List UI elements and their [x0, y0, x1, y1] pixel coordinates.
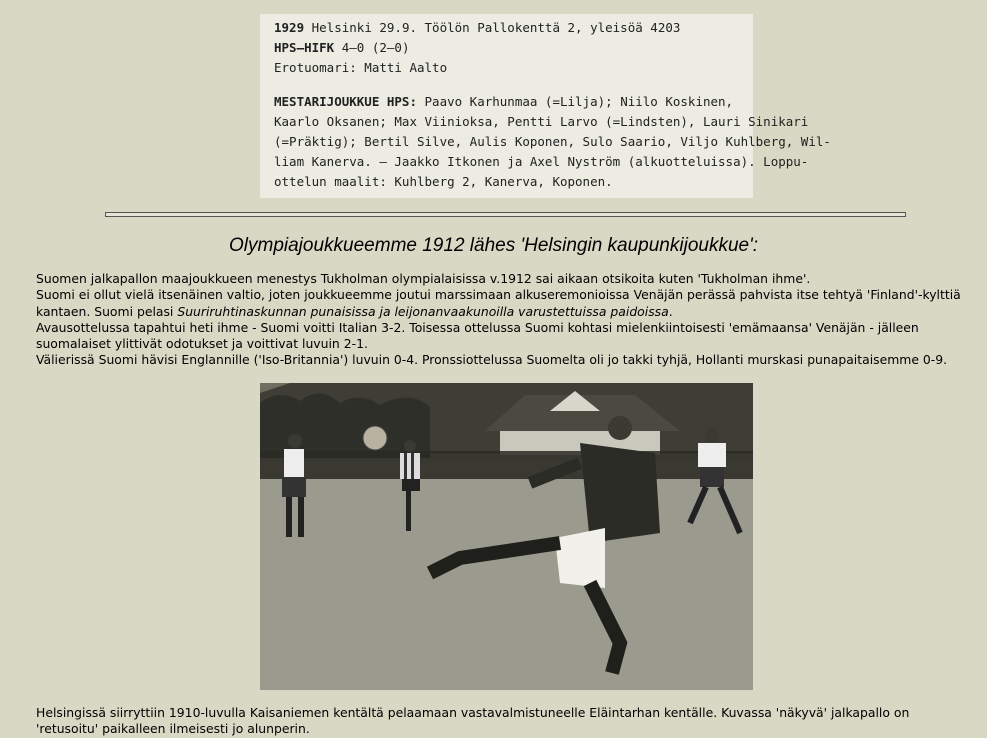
clipping-line-5: Kaarlo Oksanen; Max Viinioksa, Pentti Larvo (=Lindsten), Lauri Sinikari	[274, 114, 809, 129]
paragraph-sentence-4: Välierissä Suomi hävisi Englannille ('Iso-Britannia') luvuin 0-4. Pronssiottelussa Suomelta oli jo takki tyhjä, Hollanti murskasi punapaitaisemme 0-9.	[36, 352, 948, 368]
section-heading: Olympiajoukkueemme 1912 lähes 'Helsingin kaupunkijoukkue':	[229, 235, 758, 256]
football-match-photo	[260, 383, 753, 690]
paragraph-sentence-2: Suomi ei ollut vielä itsenäinen valtio, joten joukkueemme joutui marssimaan alkuseremonioissa Venäjän perässä pahvista itse tehtyä 'Finland'-kylttiä kantaen. Suomi pelasi	[36, 287, 961, 319]
clipping-line-8: ottelun maalit: Kuhlberg 2, Kanerva, Koponen.	[274, 174, 613, 189]
paragraph-sentence-1: Suomen jalkapallon maajoukkueen menestys Tukholman olympialaisissa v.1912 sai aikaan otsikoita kuten 'Tukholman ihme'.	[36, 271, 811, 286]
match-clipping-image	[260, 14, 831, 198]
clipping-match-info: Helsinki 29.9. Töölön Pallokenttä 2, yleisöä 4203	[304, 20, 681, 35]
paragraph-sentence-3: Avausottelussa tapahtui heti ihme - Suomi voitti Italian 3-2. Toisessa ottelussa Suomi kohtasi mielenkiintoisesti 'emämaansa' Venäjän - jälleen suomalaiset ylittivät odotukset ja voittivat luvuin 2-1.	[36, 319, 919, 352]
clipping-year: 1929	[274, 20, 305, 35]
paragraph-italic-shirts: Suuriruhtinaskunnan punaisissa ja leijonanvaakunoilla varustettuissa paidoissa	[177, 303, 669, 319]
intro-paragraph: Suomen jalkapallon maajoukkueen menestys Tukholman olympialaisissa v.1912 sai aikaan otsikoita kuten 'Tukholman ihme'. Suomi ei ollut vielä itsenäinen valtio, joten joukkueemme joutui marssimaan alkuseremonioissa Venäjän perässä pahvista itse tehtyä 'Finland'-kylttiä kantaen. Suomi pelasi Suuriruhtinaskunnan punaisissa ja leijonanvaakunoilla varustettuissa paidoissa. Avausottelussa tapahtui heti ihme - Suomi voitti Italian 3-2. Toisessa ottelussa Suomi kohtasi mielenkiintoisesti 'emämaansa' Venäjän - jälleen suomalaiset ylittivät odotukset ja voittivat luvuin 2-1. Välierissä Suomi hävisi Englannille ('Iso-Britannia') luvuin 0-4. Pronssiottelussa Suomelta oli jo takki tyhjä, Hollanti murskasi punapaitaisemme 0-9.	[36, 271, 961, 368]
clipping-line-7: liam Kanerva. – Jaakko Itkonen ja Axel Nyström (alkuotteluissa). Loppu-	[274, 154, 809, 169]
football	[363, 426, 387, 450]
clipping-champions-players: Paavo Karhunmaa (=Lilja); Niilo Koskinen,	[417, 94, 734, 109]
clipping-referee: Erotuomari: Matti Aalto	[274, 60, 448, 75]
photo-caption-paragraph: Helsingissä siirryttiin 1910-luvulla Kaisaniemen kentältä pelaamaan vastavalmistuneelle Eläintarhan kentälle. Kuvassa 'näkyvä' jalkapallo on 'retusoitu' paikalleen ilmeisesti jo alunperin.	[36, 705, 910, 737]
horizontal-divider	[105, 212, 906, 217]
clipping-champions-label: MESTARIJOUKKUE HPS:	[274, 94, 417, 109]
clipping-line-6: (=Präktig); Bertil Silve, Aulis Koponen, Sulo Saario, Viljo Kuhlberg, Wil-	[274, 134, 831, 149]
clipping-score: 4–0 (2–0)	[334, 40, 410, 55]
clipping-teams: HPS–HIFK	[274, 40, 335, 55]
